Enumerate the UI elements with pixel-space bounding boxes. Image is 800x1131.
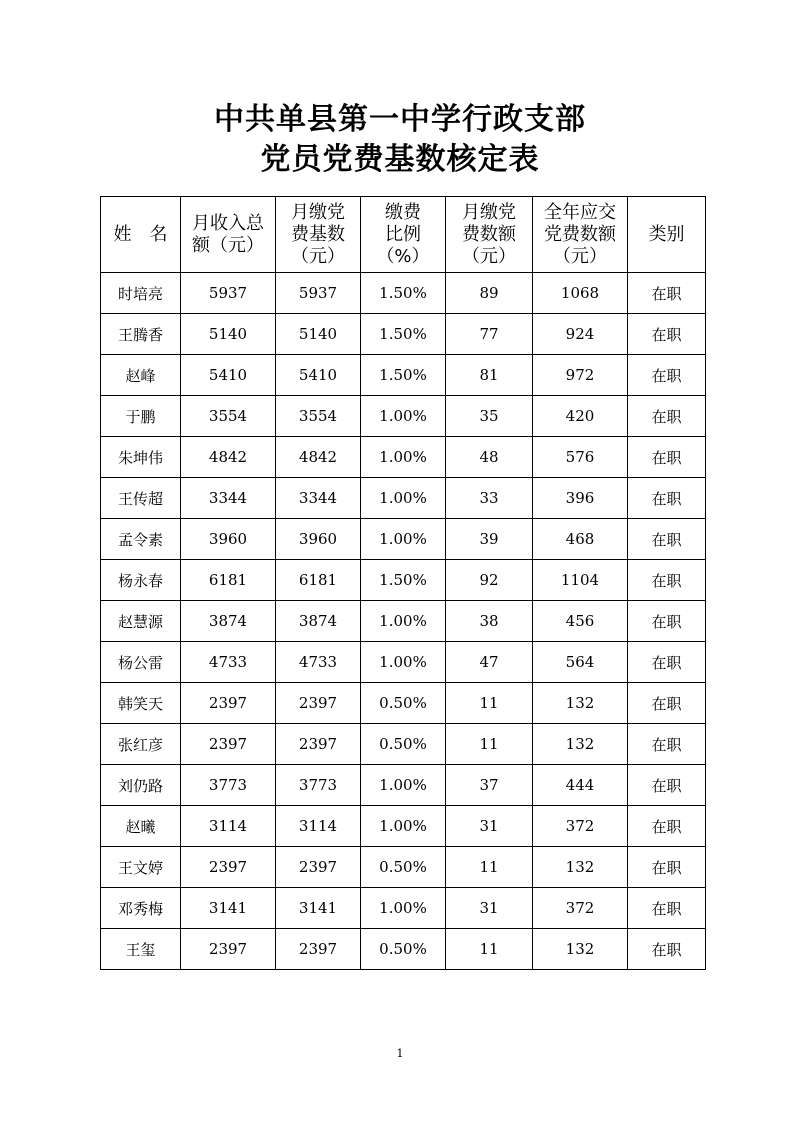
cell-annual-fee: 576 [533, 437, 628, 478]
cell-monthly-fee: 11 [446, 724, 533, 765]
cell-fee-base: 5937 [276, 273, 361, 314]
cell-category: 在职 [628, 724, 706, 765]
cell-annual-fee: 420 [533, 396, 628, 437]
cell-annual-fee: 1068 [533, 273, 628, 314]
cell-category: 在职 [628, 478, 706, 519]
cell-name: 王玺 [101, 929, 181, 970]
cell-name: 孟令素 [101, 519, 181, 560]
cell-monthly-fee: 37 [446, 765, 533, 806]
cell-category: 在职 [628, 847, 706, 888]
cell-fee-base: 2397 [276, 724, 361, 765]
cell-annual-fee: 132 [533, 683, 628, 724]
cell-monthly-income: 4733 [181, 642, 276, 683]
table-row [101, 601, 706, 642]
document-title-line-1: 中共单县第一中学行政支部 [214, 102, 586, 137]
cell-name: 时培亮 [101, 273, 181, 314]
cell-monthly-fee: 92 [446, 560, 533, 601]
cell-fee-rate: 1.50% [361, 273, 446, 314]
cell-annual-fee: 396 [533, 478, 628, 519]
table-row [101, 273, 706, 314]
cell-category: 在职 [628, 642, 706, 683]
cell-category: 在职 [628, 929, 706, 970]
cell-fee-rate: 1.00% [361, 601, 446, 642]
cell-fee-rate: 1.00% [361, 888, 446, 929]
cell-monthly-fee: 77 [446, 314, 533, 355]
cell-category: 在职 [628, 683, 706, 724]
cell-category: 在职 [628, 273, 706, 314]
cell-monthly-income: 3960 [181, 519, 276, 560]
cell-monthly-fee: 81 [446, 355, 533, 396]
cell-name: 邓秀梅 [101, 888, 181, 929]
cell-fee-rate: 1.00% [361, 519, 446, 560]
cell-fee-base: 3874 [276, 601, 361, 642]
party-fee-table [100, 196, 706, 970]
document-title-line-2: 党员党费基数核定表 [260, 142, 540, 177]
cell-fee-rate: 1.00% [361, 642, 446, 683]
cell-category: 在职 [628, 519, 706, 560]
table-row [101, 355, 706, 396]
cell-fee-base: 3114 [276, 806, 361, 847]
cell-fee-rate: 1.00% [361, 437, 446, 478]
cell-monthly-fee: 48 [446, 437, 533, 478]
cell-monthly-income: 6181 [181, 560, 276, 601]
cell-category: 在职 [628, 355, 706, 396]
header-category: 类别 [628, 197, 706, 273]
cell-name: 刘仍路 [101, 765, 181, 806]
cell-annual-fee: 564 [533, 642, 628, 683]
table-row [101, 519, 706, 560]
cell-fee-base: 4733 [276, 642, 361, 683]
header-name: 姓 名 [101, 197, 181, 273]
cell-monthly-income: 3874 [181, 601, 276, 642]
cell-fee-rate: 1.50% [361, 560, 446, 601]
cell-name: 赵曦 [101, 806, 181, 847]
table-row [101, 396, 706, 437]
cell-fee-base: 3141 [276, 888, 361, 929]
cell-annual-fee: 456 [533, 601, 628, 642]
cell-fee-rate: 1.00% [361, 396, 446, 437]
cell-annual-fee: 372 [533, 888, 628, 929]
cell-monthly-income: 4842 [181, 437, 276, 478]
cell-monthly-income: 5410 [181, 355, 276, 396]
cell-monthly-fee: 89 [446, 273, 533, 314]
cell-fee-base: 6181 [276, 560, 361, 601]
table-body [101, 273, 706, 970]
cell-fee-rate: 0.50% [361, 847, 446, 888]
table-row [101, 724, 706, 765]
cell-category: 在职 [628, 601, 706, 642]
table-row [101, 642, 706, 683]
table-row [101, 765, 706, 806]
cell-name: 王传超 [101, 478, 181, 519]
cell-category: 在职 [628, 437, 706, 478]
cell-annual-fee: 468 [533, 519, 628, 560]
cell-fee-base: 3960 [276, 519, 361, 560]
cell-annual-fee: 132 [533, 847, 628, 888]
cell-monthly-fee: 11 [446, 683, 533, 724]
cell-monthly-income: 3344 [181, 478, 276, 519]
cell-name: 杨公雷 [101, 642, 181, 683]
cell-fee-rate: 1.50% [361, 314, 446, 355]
header-fee-rate: 缴费 比例 （%） [361, 197, 446, 273]
cell-monthly-fee: 35 [446, 396, 533, 437]
cell-monthly-income: 5937 [181, 273, 276, 314]
cell-fee-base: 5140 [276, 314, 361, 355]
table-row [101, 478, 706, 519]
cell-name: 杨永春 [101, 560, 181, 601]
cell-fee-rate: 0.50% [361, 724, 446, 765]
cell-monthly-fee: 11 [446, 929, 533, 970]
cell-monthly-fee: 38 [446, 601, 533, 642]
cell-fee-base: 3773 [276, 765, 361, 806]
cell-annual-fee: 444 [533, 765, 628, 806]
cell-fee-rate: 1.00% [361, 478, 446, 519]
cell-category: 在职 [628, 888, 706, 929]
cell-monthly-income: 2397 [181, 724, 276, 765]
cell-monthly-income: 5140 [181, 314, 276, 355]
table-row [101, 560, 706, 601]
cell-fee-base: 2397 [276, 683, 361, 724]
cell-fee-base: 3554 [276, 396, 361, 437]
cell-name: 朱坤伟 [101, 437, 181, 478]
cell-monthly-income: 2397 [181, 847, 276, 888]
cell-fee-rate: 0.50% [361, 683, 446, 724]
cell-name: 赵峰 [101, 355, 181, 396]
header-monthly-income: 月收入总 额（元） [181, 197, 276, 273]
cell-annual-fee: 972 [533, 355, 628, 396]
cell-monthly-income: 3141 [181, 888, 276, 929]
cell-name: 王文婷 [101, 847, 181, 888]
cell-monthly-fee: 47 [446, 642, 533, 683]
cell-annual-fee: 924 [533, 314, 628, 355]
cell-fee-rate: 1.00% [361, 765, 446, 806]
cell-fee-base: 3344 [276, 478, 361, 519]
cell-fee-base: 5410 [276, 355, 361, 396]
cell-name: 于鹏 [101, 396, 181, 437]
cell-category: 在职 [628, 806, 706, 847]
cell-monthly-fee: 39 [446, 519, 533, 560]
cell-fee-rate: 1.50% [361, 355, 446, 396]
table-row [101, 888, 706, 929]
cell-name: 王腾香 [101, 314, 181, 355]
table-row [101, 929, 706, 970]
cell-monthly-fee: 31 [446, 806, 533, 847]
table-row [101, 683, 706, 724]
cell-monthly-fee: 31 [446, 888, 533, 929]
cell-monthly-fee: 11 [446, 847, 533, 888]
header-monthly-fee: 月缴党 费数额 （元） [446, 197, 533, 273]
cell-category: 在职 [628, 396, 706, 437]
cell-annual-fee: 132 [533, 724, 628, 765]
table-header-row [101, 197, 706, 273]
cell-fee-rate: 0.50% [361, 929, 446, 970]
table-row [101, 847, 706, 888]
cell-category: 在职 [628, 314, 706, 355]
header-annual-fee: 全年应交 党费数额 （元） [533, 197, 628, 273]
cell-category: 在职 [628, 560, 706, 601]
cell-name: 张红彦 [101, 724, 181, 765]
cell-category: 在职 [628, 765, 706, 806]
cell-name: 韩笑天 [101, 683, 181, 724]
cell-monthly-income: 2397 [181, 929, 276, 970]
header-fee-base: 月缴党 费基数 （元） [276, 197, 361, 273]
cell-monthly-income: 3554 [181, 396, 276, 437]
cell-annual-fee: 372 [533, 806, 628, 847]
cell-monthly-income: 3773 [181, 765, 276, 806]
cell-fee-base: 2397 [276, 929, 361, 970]
table-row [101, 806, 706, 847]
table-row [101, 314, 706, 355]
cell-monthly-income: 2397 [181, 683, 276, 724]
cell-annual-fee: 132 [533, 929, 628, 970]
cell-monthly-fee: 33 [446, 478, 533, 519]
page-number: 1 [396, 1047, 404, 1060]
table-row [101, 437, 706, 478]
cell-name: 赵慧源 [101, 601, 181, 642]
cell-annual-fee: 1104 [533, 560, 628, 601]
cell-fee-rate: 1.00% [361, 806, 446, 847]
cell-monthly-income: 3114 [181, 806, 276, 847]
cell-fee-base: 2397 [276, 847, 361, 888]
cell-fee-base: 4842 [276, 437, 361, 478]
